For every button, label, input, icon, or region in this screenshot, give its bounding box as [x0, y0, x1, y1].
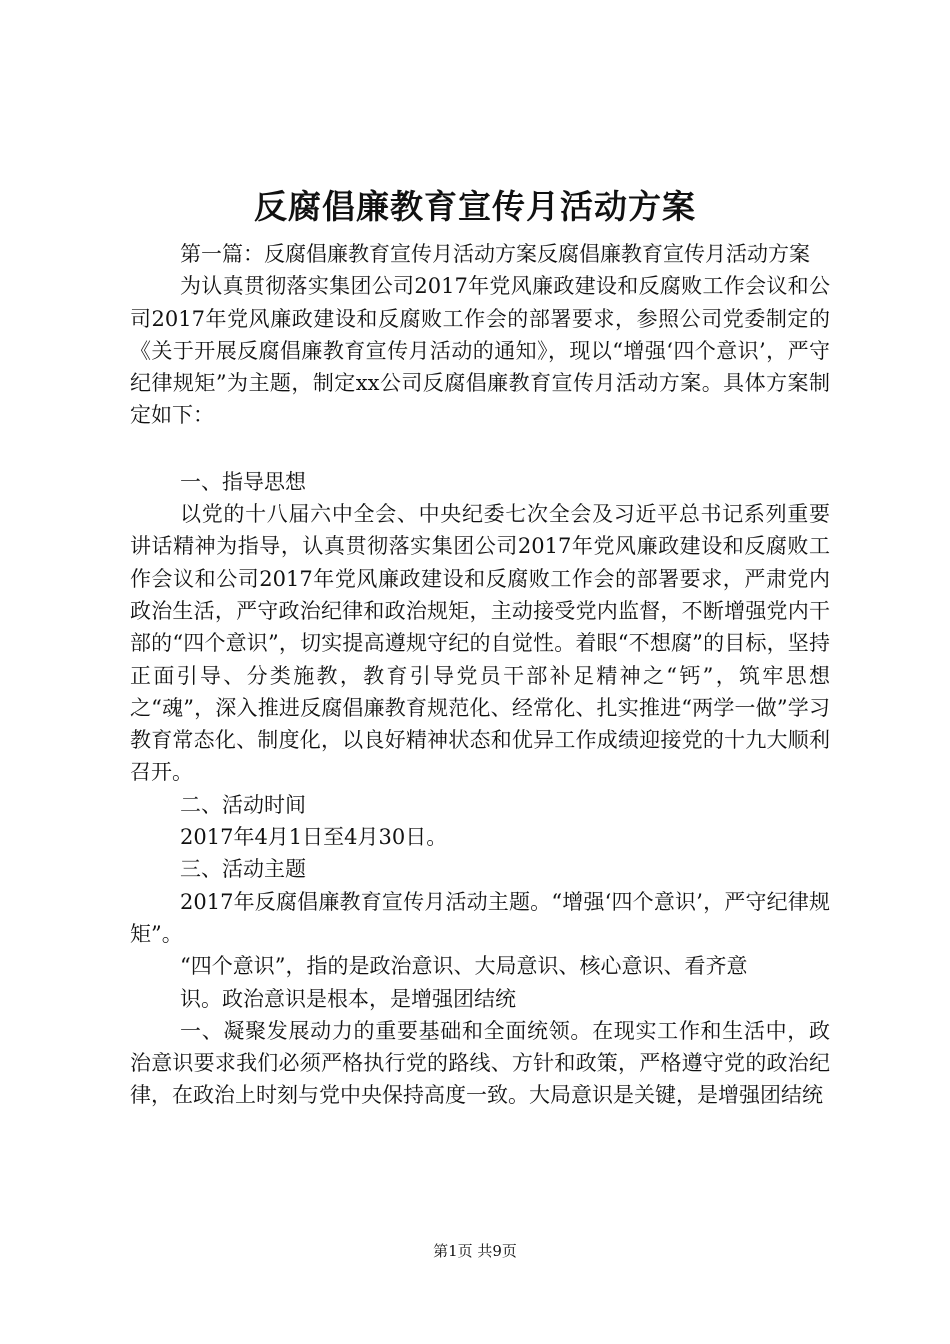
document-body: [130, 238, 830, 1112]
paragraph-intro: 为认真贯彻落实集团公司2017年党风廉政建设和反腐败工作会议和公司2017年党风廉政建设和反腐败工作会的部署要求，参照公司党委制定的《关于开展反腐倡廉教育宣传月活动的通知》，现以“增强‘四个意识’，严守纪律规矩”为主题，制定xx公司反腐倡廉教育宣传月活动方案。具体方案制定如下：: [130, 274, 830, 428]
section-heading-guiding-thought: 一、指导思想: [180, 469, 306, 494]
paragraph-activity-time: 2017年4月1日至4月30日。: [180, 825, 448, 850]
paragraph-unity-foundation: 一、凝聚发展动力的重要基础和全面统领。在现实工作和生活中，政治意识要求我们必须严格执行党的路线、方针和政策，严格遵守党的政治纪律，在政治上时刻与党中央保持高度一致。大局意识是关键，是增强团结统: [130, 1018, 830, 1108]
paragraph-four-consciousness: “四个意识”，指的是政治意识、大局意识、核心意识、看齐意: [180, 954, 748, 979]
document-title: 反腐倡廉教育宣传月活动方案: [254, 187, 696, 226]
page-footer: 第1页 共9页: [433, 1242, 517, 1260]
paragraph-gap: [130, 432, 830, 466]
paragraph-political-consciousness: 识。政治意识是根本，是增强团结统: [180, 986, 516, 1011]
section-heading-activity-time: 二、活动时间: [180, 792, 306, 817]
section-heading-activity-theme: 三、活动主题: [180, 857, 306, 882]
paragraph-guiding-thought: 以党的十八届六中全会、中央纪委七次全会及习近平总书记系列重要讲话精神为指导，认真贯彻落实集团公司2017年党风廉政建设和反腐败工作会议和公司2017年党风廉政建设和反腐败工作会的部署要求，严肃党内政治生活，严守政治纪律和政治规矩，主动接受党内监督，不断增强党内干部的“四个意识”，切实提高遵规守纪的自觉性。着眼“不想腐”的目标，坚持正面引导、分类施教，教育引导党员干部补足精神之“钙”，筑牢思想之“魂”，深入推进反腐倡廉教育规范化、经常化、扎实推进“两学一做”学习教育常态化、制度化，以良好精神状态和优异工作成绩迎接党的十九大顺利召开。: [130, 502, 830, 785]
section-heading-first-article: 第一篇：反腐倡廉教育宣传月活动方案反腐倡廉教育宣传月活动方案: [180, 242, 810, 266]
paragraph-activity-theme: 2017年反腐倡廉教育宣传月活动主题。“增强‘四个意识’，严守纪律规矩”。: [130, 889, 830, 946]
